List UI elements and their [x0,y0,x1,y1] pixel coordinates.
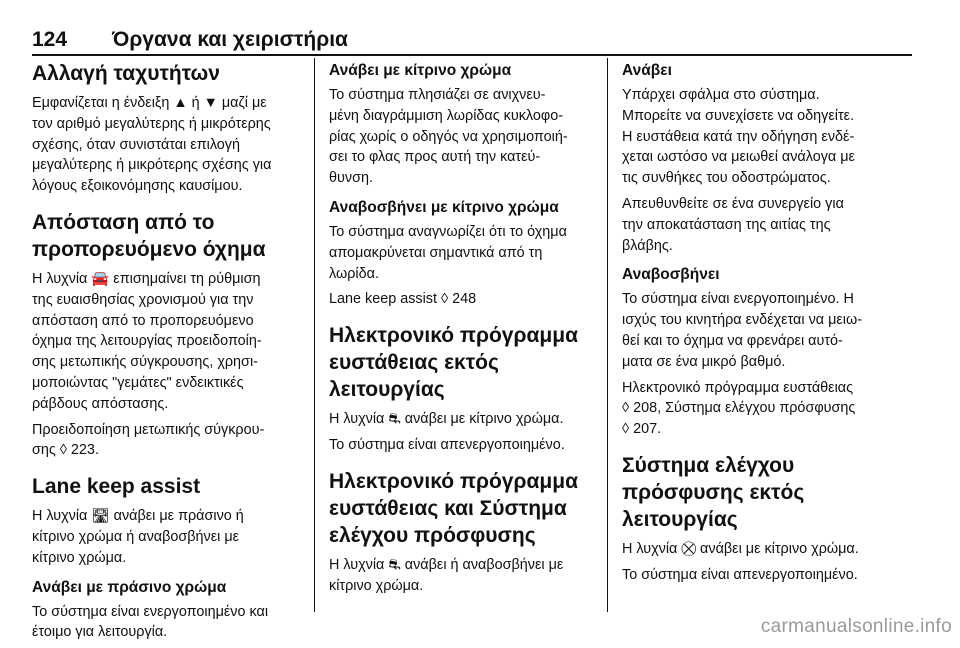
subsection-heading: Αναβοσβήνει [622,266,720,284]
subsection-heading: Ανάβει [622,62,672,79]
paragraph [329,555,597,597]
text-line: σχέσης, όταν συνιστάται επιλογή [32,136,241,153]
text-line: Το σύστημα είναι ενεργοποιημένο. Η [622,291,854,308]
text-line: ράβδους απόστασης. [32,395,169,412]
subsection-heading: Ανάβει με πράσινο χρώμα [32,578,227,596]
text-line: Η λυχνία ⛐ ανάβει με κίτρινο χρώμα. [329,411,564,428]
text-line: ευστάθειας εκτός [329,351,499,375]
text-line: Το σύστημα είναι ενεργοποιημένο και [32,603,269,620]
page-number: 124 [32,28,68,51]
text-line: μένη διαγράμμιση λωρίδας κυκλοφο- [329,107,564,124]
page-header [32,28,912,52]
text-column-2 [329,60,597,601]
paragraph [32,602,304,644]
paragraph [32,269,304,415]
subsection-heading: Ανάβει με κίτρινο χρώμα [329,62,512,79]
text-line: Ηλεκτρονικό πρόγραμμα ευστάθειας [622,379,854,396]
text-line: κίτρινο χρώμα. [329,577,424,594]
text-line: Η ευστάθεια κατά την οδήγηση ενδέ- [622,128,855,145]
paragraph [329,289,597,310]
section-heading [32,473,304,500]
page-title: Όργανα και χειριστήρια [112,28,348,51]
watermark: carmanualsonline.info [760,616,952,637]
text-line: Υπάρχει σφάλμα στο σύστημα. [622,87,820,103]
text-line: ισχύς του κινητήρα ενδέχεται να μειω- [622,312,863,329]
text-line: Σύστημα ελέγχου [622,453,795,477]
text-line: Απευθυνθείτε σε ένα συνεργείο για [622,195,844,212]
paragraph [329,435,597,456]
section-heading [622,452,892,533]
text-line: Ηλεκτρονικό πρόγραμμα [329,469,578,493]
text-line: την αποκατάσταση της αιτίας της [622,216,831,233]
text-line: λωρίδα. [329,265,379,282]
text-line: πρόσφυσης εκτός [622,480,805,504]
text-line: Το σύστημα πλησιάζει σε ανιχνευ- [329,87,546,103]
text-line: Εμφανίζεται η ένδειξη ▲ ή ▼ μαζί με [32,95,267,111]
text-line: ελέγχου πρόσφυσης [329,523,536,547]
text-line: ◊ 207. [622,421,662,438]
text-line: όχημα της λειτουργίας προειδοποίη- [32,333,262,350]
text-line: ρίας χωρίς ο οδηγός να χρησιμοποιή- [329,128,568,145]
text-column-1 [32,60,304,648]
text-line: λόγους εξοικονόμησης καυσίμου. [32,178,243,195]
text-line: Lane keep assist ◊ 248 [329,291,477,308]
paragraph [329,222,597,284]
text-line: τον αριθμό μεγαλύτερης ή μικρότερης [32,115,271,132]
text-line: Η λυχνία 🛣 ανάβει με πράσινο ή [32,508,244,525]
paragraph [32,420,304,462]
text-line: τις συνθήκες του οδοστρώματος. [622,170,831,187]
text-line: Η λυχνία ⛐ ανάβει ή αναβοσβήνει με [329,556,564,573]
text-line: Απόσταση από το [32,210,215,234]
paragraph [622,194,892,256]
text-line: λειτουργίας [622,507,738,531]
text-line: έτοιμο για λειτουργία. [32,624,168,641]
section-heading [329,322,597,403]
subsection-heading: Αναβοσβήνει με κίτρινο χρώμα [329,198,559,216]
text-line: ματα σε ένα μικρό βαθμό. [622,353,786,370]
text-line: κίτρινο χρώμα ή αναβοσβήνει με [32,528,240,545]
text-line: Το σύστημα είναι απενεργοποιημένο. [329,436,565,453]
column-divider [314,58,315,612]
text-line: Το σύστημα αναγνωρίζει ότι το όχημα [329,223,567,240]
text-line: απομακρύνεται σημαντικά από τη [329,244,543,261]
text-line: μεγαλύτερης ή μικρότερης σχέσης για [32,157,272,174]
text-line: ευστάθειας και Σύστημα [329,496,567,520]
text-line: θυνση. [329,170,373,187]
header-rule [32,54,912,56]
text-line: χεται ωστόσο να μειωθεί ανάλογα με [622,149,855,166]
text-line: λειτουργίας [329,378,445,402]
paragraph [622,565,892,586]
section-heading [32,209,304,263]
paragraph [622,539,892,560]
text-line: σει το φλας προς αυτή την κατεύ- [329,149,541,166]
section-heading [329,468,597,549]
text-line: Προειδοποίηση μετωπικής σύγκρου- [32,421,265,438]
paragraph [329,409,597,430]
text-line: Η λυχνία ⛒ ανάβει με κίτρινο χρώμα. [622,540,859,557]
text-line: Η λυχνία 🚘 επισημαίνει τη ρύθμιση [32,270,261,287]
text-line: ◊ 208, Σύστημα ελέγχου πρόσφυσης [622,400,856,417]
text-line: κίτρινο χρώμα. [32,549,127,566]
text-column-3 [622,60,892,591]
paragraph [329,85,597,189]
text-line: Lane keep assist [32,475,201,499]
text-line: Ηλεκτρονικό πρόγραμμα [329,324,578,348]
text-line: μοποιώντας "γεμάτες" ενδεικτικές [32,374,244,391]
paragraph [32,93,304,197]
section-heading: Αλλαγή ταχυτήτων [32,62,220,85]
paragraph [622,289,892,372]
text-line: προπορευόμενο όχημα [32,237,266,261]
text-line: θεί και το όχημα να φρενάρει αυτό- [622,332,843,349]
text-line: Μπορείτε να συνεχίσετε να οδηγείτε. [622,107,855,124]
column-divider [607,58,608,612]
text-line: Το σύστημα είναι απενεργοποιημένο. [622,566,858,583]
paragraph [622,378,892,440]
text-line: σης ◊ 223. [32,442,99,459]
text-line: βλάβης. [622,237,673,254]
text-line: σης μετωπικής σύγκρουσης, χρησι- [32,354,258,371]
paragraph [32,506,304,568]
text-line: της ευαισθησίας χρονισμού για την [32,291,254,308]
text-line: απόσταση από το προπορευόμενο [32,312,254,329]
paragraph [622,85,892,189]
